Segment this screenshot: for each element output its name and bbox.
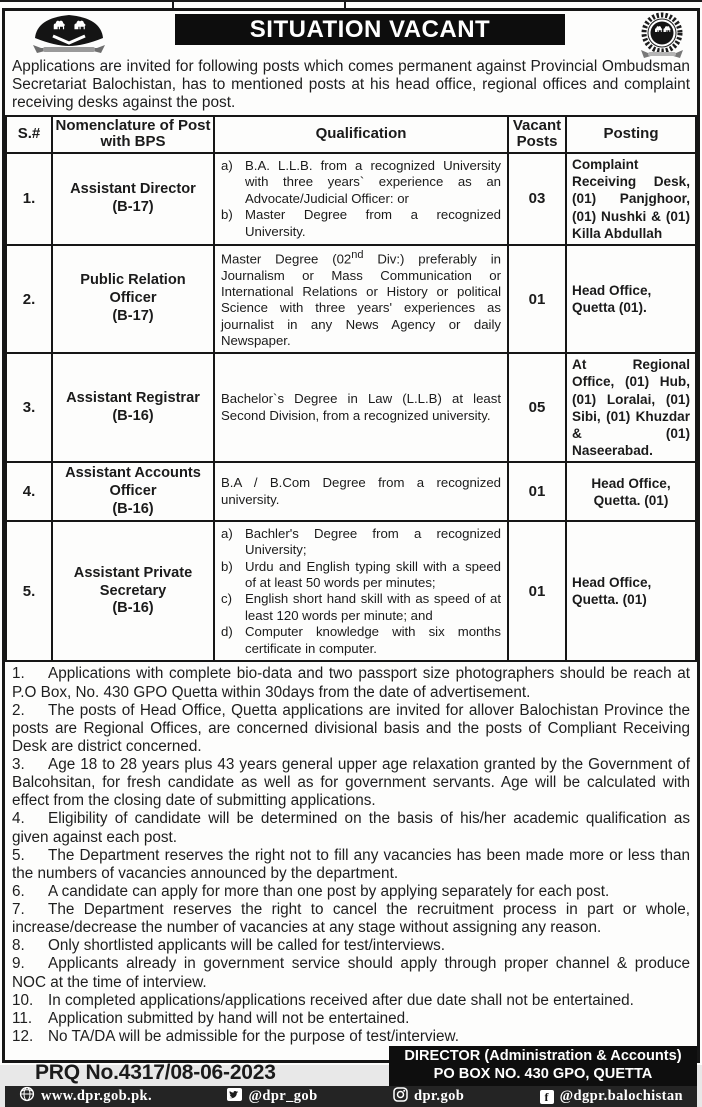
row-vacant-count: 03 (508, 153, 566, 245)
condition-number: 8. (12, 937, 25, 955)
col-header-sno: S.# (6, 116, 52, 154)
list-marker: b) (221, 558, 233, 574)
twitter-group (227, 1088, 317, 1106)
facebook-handle: @dgpr.balochistan (559, 1088, 683, 1105)
list-marker: b) (221, 207, 233, 223)
qualification-item: Bachler's Degree from a recognized University; (245, 526, 501, 558)
director-address-box (389, 1046, 697, 1086)
post-bps: (B-17) (112, 198, 154, 215)
row-sno: 2. (6, 245, 52, 354)
vacancies-table (5, 115, 697, 663)
facebook-icon (540, 1090, 554, 1104)
col-header-vacant: Vacant Posts (508, 116, 566, 154)
condition-item (12, 992, 690, 1010)
condition-text: A candidate can apply for more than one post by applying separately for each post. (48, 882, 610, 900)
prq-number: PRQ No.4317/08-06-2023 (35, 1061, 276, 1085)
post-bps: (B-17) (112, 307, 154, 324)
row-qualification (214, 521, 508, 661)
col-header-qualification: Qualification (214, 116, 508, 154)
post-title: Assistant Private Secretary (73, 564, 193, 599)
row-qualification (214, 153, 508, 245)
post-title: Assistant Accounts Officer (65, 465, 201, 499)
condition-number: 6. (12, 882, 25, 900)
condition-number: 4. (12, 810, 25, 828)
row-posting: Complaint Receiving Desk, (01) Panjghoor, (01) Nushki & (01) Killa Abdullah (566, 153, 696, 245)
twitter-bird-icon (227, 1088, 242, 1106)
intro-paragraph: Applications are invited for following posts which comes permanent against Provincial Ombudsman Secretariat Balochistan, has to mentioned posts at his head office, regional offices and complaint receiving desks against the post. (12, 58, 690, 111)
row-posting: Head Office, Quetta (01). (566, 245, 696, 354)
qualification-item: Master Degree from a recognized University. (245, 207, 501, 239)
condition-text: Applicants already in government service should apply through proper channel & produce NOC at the time of interview. (12, 955, 690, 991)
instagram-icon (393, 1087, 408, 1107)
post-title: Assistant Registrar (66, 389, 200, 406)
advert-title: SITUATION VACANT (249, 15, 491, 43)
row-post-name (52, 521, 214, 661)
condition-item (12, 1010, 690, 1028)
table-row (6, 521, 696, 661)
list-marker: a) (221, 526, 233, 542)
row-vacant-count: 05 (508, 353, 566, 462)
row-post-name (52, 353, 214, 462)
condition-number: 7. (12, 901, 25, 919)
qualification-text: Bachelor`s Degree in Law (L.L.B) at least Second Division, from a recognized university. (221, 391, 501, 423)
condition-item (12, 702, 690, 756)
row-vacant-count: 01 (508, 462, 566, 521)
row-posting: Head Office, Quetta. (01) (566, 462, 696, 521)
condition-text: Applications with complete bio-data and two passport size photographers should be reach at P.O Box, No. 430 GPO Quetta within 30days from the date of advertisement. (12, 665, 690, 701)
ombudsman-seal-icon (633, 12, 691, 67)
condition-number: 5. (12, 846, 25, 864)
condition-text: The posts of Head Office, Quetta applications are invited for allover Balochistan Province the posts are Regional Offices, are concerned divisional basis and the posts of Compliant Receiving Desk are district concerned. (12, 701, 690, 755)
director-title: DIRECTOR (Administration & Accounts) (404, 1048, 682, 1065)
row-vacant-count: 01 (508, 521, 566, 661)
qualification-text: Master Degree (02nd Div:) preferably in Journalism or Mass Communication or International Relations or History or political Science with three years' experiences as journalist in any News Agency or daily Newspaper. (221, 248, 501, 348)
list-marker: d) (221, 624, 233, 640)
advert-header (5, 11, 697, 56)
list-marker: a) (221, 158, 233, 174)
post-bps: (B-16) (112, 600, 154, 617)
condition-item (12, 883, 690, 901)
post-bps: (B-16) (112, 500, 154, 517)
condition-number: 12. (12, 1027, 34, 1045)
facebook-group (540, 1088, 683, 1105)
row-qualification (214, 353, 508, 462)
instagram-group (393, 1087, 464, 1107)
condition-text: Application submitted by hand will not be entertained. (48, 1009, 410, 1027)
condition-number: 1. (12, 665, 25, 683)
instagram-handle: dpr.gob (414, 1088, 465, 1105)
row-qualification (214, 462, 508, 521)
condition-text: The Department reserves the right not to fill any vacancies has been made more or less than the numbers of vacancies announced by the department. (12, 846, 690, 882)
condition-number: 11. (12, 1009, 33, 1027)
condition-number: 10. (12, 991, 34, 1009)
condition-text: Age 18 to 28 years plus 43 years general upper age relaxation granted by the Government of Balcohsitan, for fresh candidate as well as for government servants. Age will be calculated with effect from the closing date of submitting applications. (12, 756, 690, 810)
col-header-nomenclature: Nomenclature of Post with BPS (52, 116, 214, 154)
condition-text: Only shortlisted applicants will be called for test/interviews. (48, 937, 446, 955)
table-row (6, 462, 696, 521)
condition-text: Eligibility of candidate will be determined on the basis of his/her academic qualification as given against each post. (12, 810, 690, 846)
condition-item (12, 847, 690, 883)
condition-number: 3. (12, 756, 25, 774)
post-title: Assistant Director (70, 181, 196, 198)
website-group (19, 1086, 152, 1107)
globe-icon (19, 1086, 35, 1107)
signoff-row (5, 1046, 697, 1086)
row-vacant-count: 01 (508, 245, 566, 354)
advert-title-banner (175, 14, 565, 45)
director-po-box: PO BOX NO. 430 GPO, QUETTA (433, 1065, 653, 1082)
advert-border-frame (2, 8, 700, 1105)
row-post-name (52, 462, 214, 521)
newspaper-top-rule (0, 0, 702, 2)
twitter-handle: @dpr_gob (248, 1088, 318, 1105)
social-footer-bar (5, 1086, 697, 1107)
conditions-list (5, 662, 697, 1046)
qualification-text: B.A / B.Com Degree from a recognized university. (221, 475, 501, 507)
row-posting: Head Office, Quetta. (01) (566, 521, 696, 661)
condition-text: The Department reserves the right to cancel the recruitment process in part or whole, increase/decrease the number of vacancies at any stage without assigning any reason. (12, 901, 690, 937)
condition-number: 9. (12, 955, 25, 973)
condition-item (12, 665, 690, 701)
condition-text: No TA/DA will be admissible for the purpose of test/interview. (48, 1027, 459, 1045)
condition-item (12, 810, 690, 846)
condition-item (12, 901, 690, 937)
condition-item (12, 756, 690, 810)
post-bps: (B-16) (112, 407, 154, 424)
row-sno: 5. (6, 521, 52, 661)
qualification-item: Urdu and English typing skill with a speed of at least 50 words per minutes; (245, 558, 501, 591)
row-qualification (214, 245, 508, 354)
qualification-item: English short hand skill with as speed of at least 120 words per minute; and (245, 591, 501, 623)
website-url: www.dpr.gob.pk. (41, 1088, 153, 1105)
table-header-row (6, 116, 696, 154)
post-title: Public Relation Officer (80, 272, 186, 307)
table-row (6, 153, 696, 245)
qualification-item: Computer knowledge with six months certificate in computer. (245, 624, 501, 656)
row-post-name (52, 245, 214, 354)
row-sno: 1. (6, 153, 52, 245)
row-sno: 4. (6, 462, 52, 521)
qualification-item: B.A. L.L.B. from a recognized University with three years` experience as an Advocate/Judicial Officer: or (245, 158, 501, 206)
row-post-name (52, 153, 214, 245)
condition-number: 2. (12, 701, 25, 719)
row-posting: At Regional Office, (01) Hub, (01) Loralai, (01) Sibi, (01) Khuzdar & (01) Naseerabad. (566, 353, 696, 462)
col-header-posting: Posting (566, 116, 696, 154)
ombudsman-crest-icon (25, 12, 113, 61)
table-row (6, 353, 696, 462)
list-marker: c) (221, 591, 232, 607)
condition-item (12, 1028, 690, 1046)
condition-item (12, 937, 690, 955)
row-sno: 3. (6, 353, 52, 462)
condition-item (12, 955, 690, 991)
condition-text: In completed applications/applications received after due date shall not be entertained. (48, 991, 634, 1009)
table-row (6, 245, 696, 354)
